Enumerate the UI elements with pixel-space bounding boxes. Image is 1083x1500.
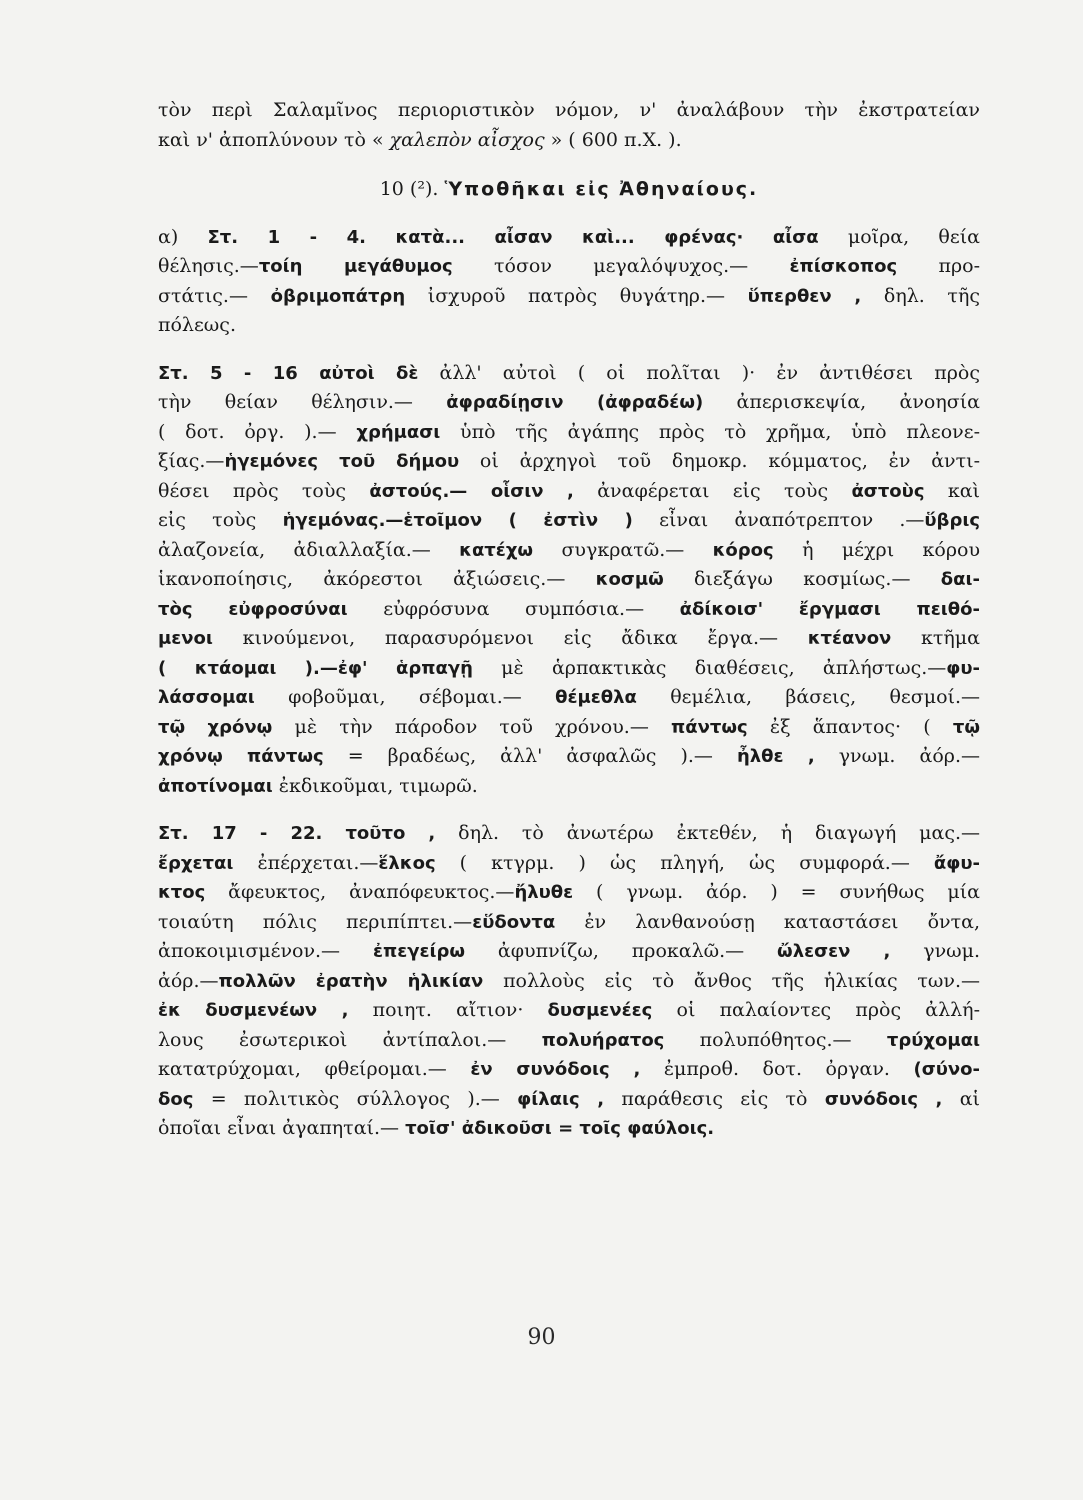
lemma: τοῖσ' ἀδικοῦσι = τοῖς φαύλοις. [405, 1118, 715, 1139]
page-number: 90 [527, 1325, 556, 1350]
text-line [158, 595, 980, 625]
lemma: ἀφραδίῃσιν (ἀφραδέω) [446, 392, 704, 413]
gloss: τόσον μεγαλόψυχος.— [452, 255, 790, 277]
lemma: Στ. 17 - 22. τοῦτο , [158, 823, 436, 844]
lemma: ἐν συνόδοις , [470, 1059, 641, 1080]
text-line [158, 937, 980, 967]
gloss: οἱ παλαίοντες πρὸς ἀλλή- [652, 999, 980, 1021]
gloss: ἐμπροθ. δοτ. ὀργαν. [640, 1058, 914, 1080]
text-line [158, 311, 980, 341]
gloss: ἀποκοιμισμένον.— [158, 940, 373, 962]
gloss: κατατρύχομαι, φθείρομαι.— [158, 1058, 471, 1080]
gloss: ποιητ. αἴτιον· [348, 999, 548, 1021]
lemma: χρήμασι [356, 421, 441, 443]
gloss: παράθεσις εἰς τὸ [604, 1087, 825, 1110]
gloss: ἐν λανθανούσῃ καταστάσει ὄντα, [555, 910, 980, 933]
lemma: ὀβριμοπάτρη [270, 285, 406, 307]
gloss: γνωμ. [890, 940, 981, 962]
text-line [158, 565, 980, 595]
gloss: λους ἐσωτερικοὶ ἀντίπαλοι.— [158, 1028, 542, 1051]
lemma: ἡγεμόνας.—ἑτοῖμον ( ἐστὶν ) [282, 510, 633, 531]
gloss: ἀπερισκεψία, ἀνοησία [703, 391, 980, 413]
gloss: θέλησις.— [158, 255, 259, 277]
text-line [158, 654, 980, 684]
gloss: μὲ ἁρπακτικὰς διαθέσεις, ἀπλήστως.— [472, 656, 947, 679]
text-line [158, 967, 980, 997]
text-line [158, 477, 980, 507]
lemma: ὕβρις [924, 510, 981, 531]
gloss: α) [158, 225, 208, 248]
lemma: πάντως [671, 716, 748, 738]
gloss: ἀόρ.— [158, 969, 219, 992]
text-line [158, 908, 980, 938]
gloss: τοιαύτη πόλις περιπίπτει.— [158, 910, 473, 933]
commentary-section-b [158, 359, 980, 802]
lemma: ἦλθε , [736, 746, 815, 767]
gloss: πολυπόθητος.— [664, 1028, 887, 1051]
gloss: πολλοὺς εἰς τὸ ἄνθος τῆς ἡλικίας των.— [483, 969, 980, 992]
text-line [158, 713, 980, 743]
text-line [158, 447, 980, 477]
text-line [158, 418, 980, 448]
commentary-section-c [158, 819, 980, 1144]
gloss: ἐξ ἅπαντος· ( [747, 715, 953, 738]
lemma: Στ. 5 - 16 αὐτοὶ δὲ [158, 362, 419, 384]
text-line [158, 1055, 980, 1085]
gloss: τὴν θείαν θέλησιν.— [158, 391, 447, 413]
gloss: καὶ [924, 479, 980, 502]
gloss: διεξάγω κοσμίως.— [663, 568, 941, 590]
lemma: ἐκ δυσμενέων , [158, 1000, 349, 1021]
lemma: κτέανον [807, 628, 892, 649]
gloss: στάτις.— [158, 284, 271, 307]
lemma: ( κτάομαι ).—ἐφ' ἁρπαγῇ [158, 657, 473, 679]
text-line [158, 223, 980, 253]
gloss: οἱ ἀρχηγοὶ τοῦ δημοκρ. κόμματος, ἐν ἀντι- [459, 450, 980, 472]
lemma: τῷ χρόνῳ [158, 716, 273, 738]
lemma: πολυήρατος [541, 1029, 665, 1051]
gloss: κινούμενοι, παρασυρόμενοι εἰς ἄδικα ἔργα.— [212, 627, 808, 649]
gloss: θέσει πρὸς τοὺς [158, 479, 370, 502]
lemma: Στ. 1 - 4. κατὰ... αἶσαν καὶ... φρένας· αἶσα [207, 226, 819, 248]
gloss: ξίας.— [158, 450, 225, 472]
lemma: κοσμῶ [595, 569, 664, 590]
lemma: τοίη μεγάθυμος [258, 256, 453, 277]
lemma: πολλῶν ἐρατὴν ἡλικίαν [218, 970, 484, 992]
lemma: ἀποτίνομαι [158, 775, 273, 797]
text-line [158, 1085, 980, 1115]
gloss: γνωμ. ἀόρ.— [814, 745, 980, 767]
text-line [158, 772, 980, 802]
gloss: ἱκανοποίησις, ἀκόρεστοι ἀξιώσεις.— [158, 568, 596, 590]
gloss: ( κτγρμ. ) ὡς πληγή, ὡς συμφορά.— [435, 851, 934, 874]
text-line [158, 878, 980, 908]
gloss: φοβοῦμαι, σέβομαι.— [254, 686, 556, 708]
lemma: ἀστοὺς [851, 480, 925, 502]
gloss: μὲ τὴν πάροδον τοῦ χρόνου.— [272, 715, 672, 738]
lemma: ἀδίκοισ' ἔργμασι πειθό- [679, 598, 980, 620]
lemma: κτος [158, 882, 206, 903]
lemma: ἀστούς.— οἷσιν , [369, 480, 574, 502]
gloss: ἰσχυροῦ πατρὸς θυγάτηρ.— [405, 284, 748, 307]
quoted-phrase: χαλεπὸν αἶσχος [389, 128, 545, 151]
text-line [158, 1026, 980, 1056]
gloss: εἰς τοὺς [158, 509, 283, 531]
gloss: ὁποῖαι εἶναι ἀγαπηταί.— [158, 1117, 406, 1139]
gloss: ( δοτ. ὀργ. ).— [158, 420, 357, 443]
text-line [158, 996, 980, 1026]
intro-line-1: τὸν περὶ Σαλαμῖνος περιοριστικὸν νόμον, ν' ἀναλάβουν τὴν ἐκστρατείαν [158, 99, 980, 121]
gloss: συγκρατῶ.— [533, 538, 713, 561]
text-line [158, 388, 980, 418]
lemma: δυσμενέες [547, 1000, 653, 1021]
gloss: προ- [897, 255, 980, 277]
lemma: δαι- [940, 569, 980, 590]
text-line [158, 742, 980, 772]
page-body [158, 96, 980, 1144]
lemma: φυ- [946, 657, 981, 679]
gloss: ἄφευκτος, ἀναπόφευκτος.— [205, 881, 515, 903]
lemma: ἐπίσκοπος [789, 256, 898, 277]
lemma: τὸς εὐφροσύναι [158, 598, 348, 620]
lemma: δος [158, 1088, 194, 1110]
text-line [158, 506, 980, 536]
lemma: ἤλυθε [514, 882, 574, 903]
lemma: ἄφυ- [933, 852, 980, 874]
lemma: φίλαις , [517, 1088, 605, 1110]
gloss: ἀλλ' αὐτοὶ ( οἱ πολῖται )· ἐν ἀντιθέσει πρὸς [418, 361, 981, 384]
lemma: ἕλκος [378, 852, 436, 874]
lemma: τρύχομαι [886, 1029, 980, 1051]
gloss: ἀφυπνίζω, προκαλῶ.— [465, 940, 778, 962]
lemma: ἐπεγείρω [372, 941, 466, 962]
lemma: (σύνο- [913, 1059, 981, 1080]
text-line [158, 282, 980, 312]
lemma: ὤλεσεν , [777, 941, 891, 962]
gloss: = βραδέως, ἀλλ' ἀσφαλῶς ).— [323, 745, 737, 767]
lemma: ἔρχεται [158, 852, 234, 874]
text-line [158, 1114, 980, 1144]
text-line [158, 849, 980, 879]
text-line [158, 536, 980, 566]
text-line [158, 359, 980, 389]
gloss: δηλ. τῆς [861, 284, 980, 307]
intro-line-2: καὶ ν' ἀποπλύνουν τὸ « χαλεπὸν αἶσχος » ( 600 π.Χ. ). [158, 128, 682, 151]
gloss: αἱ [942, 1087, 980, 1110]
lemma: λάσσομαι [158, 687, 255, 708]
gloss: εὐφρόσυνα συμπόσια.— [347, 597, 680, 620]
text-line [158, 819, 980, 849]
lemma: χρόνῳ πάντως [158, 746, 324, 767]
lemma: κατέχω [459, 539, 534, 561]
lemma: τῷ [952, 716, 980, 738]
gloss: ἀλαζονεία, ἀδιαλλαξία.— [158, 538, 460, 561]
gloss: ἐπέρχεται.— [233, 851, 379, 874]
heading-title: Ὑποθῆκαι εἰς Ἀθηναίους. [444, 178, 759, 200]
gloss: ( γνωμ. ἀόρ. ) = συνήθως μία [573, 881, 980, 903]
gloss: θεμέλια, βάσεις, θεσμοί.— [636, 686, 980, 708]
text-line [158, 683, 980, 713]
lemma: θέμεθλα [555, 687, 637, 708]
lemma: μενοι [158, 628, 213, 649]
text-line [158, 624, 980, 654]
commentary-section-a [158, 223, 980, 341]
gloss: πόλεως. [158, 314, 236, 336]
lemma: εὕδοντα [472, 911, 556, 933]
text-line [158, 252, 980, 282]
section-heading: 10 (²). Ὑποθῆκαι εἰς Ἀθηναίους. [379, 178, 759, 200]
gloss: = πολιτικὸς σύλλογος ).— [193, 1087, 518, 1110]
lemma: συνόδοις , [824, 1088, 943, 1110]
gloss: δηλ. τὸ ἀνωτέρω ἐκτεθέν, ἡ διαγωγή μας.— [435, 822, 981, 844]
gloss: μοῖρα, θεία [818, 225, 980, 248]
gloss: ἐκδικοῦμαι, τιμωρῶ. [272, 774, 478, 797]
lemma: ὕπερθεν , [747, 285, 862, 307]
gloss: ὑπὸ τῆς ἀγάπης πρὸς τὸ χρῆμα, ὑπὸ πλεονε- [440, 420, 980, 443]
lemma: ἡγεμόνες τοῦ δήμου [224, 451, 460, 472]
gloss: ἀναφέρεται εἰς τοὺς [573, 479, 852, 502]
gloss: κτῆμα [891, 627, 980, 649]
lemma: κόρος [712, 539, 774, 561]
gloss: εἶναι ἀναπότρεπτον .— [632, 509, 925, 531]
gloss: ἡ μέχρι κόρου [773, 538, 981, 561]
